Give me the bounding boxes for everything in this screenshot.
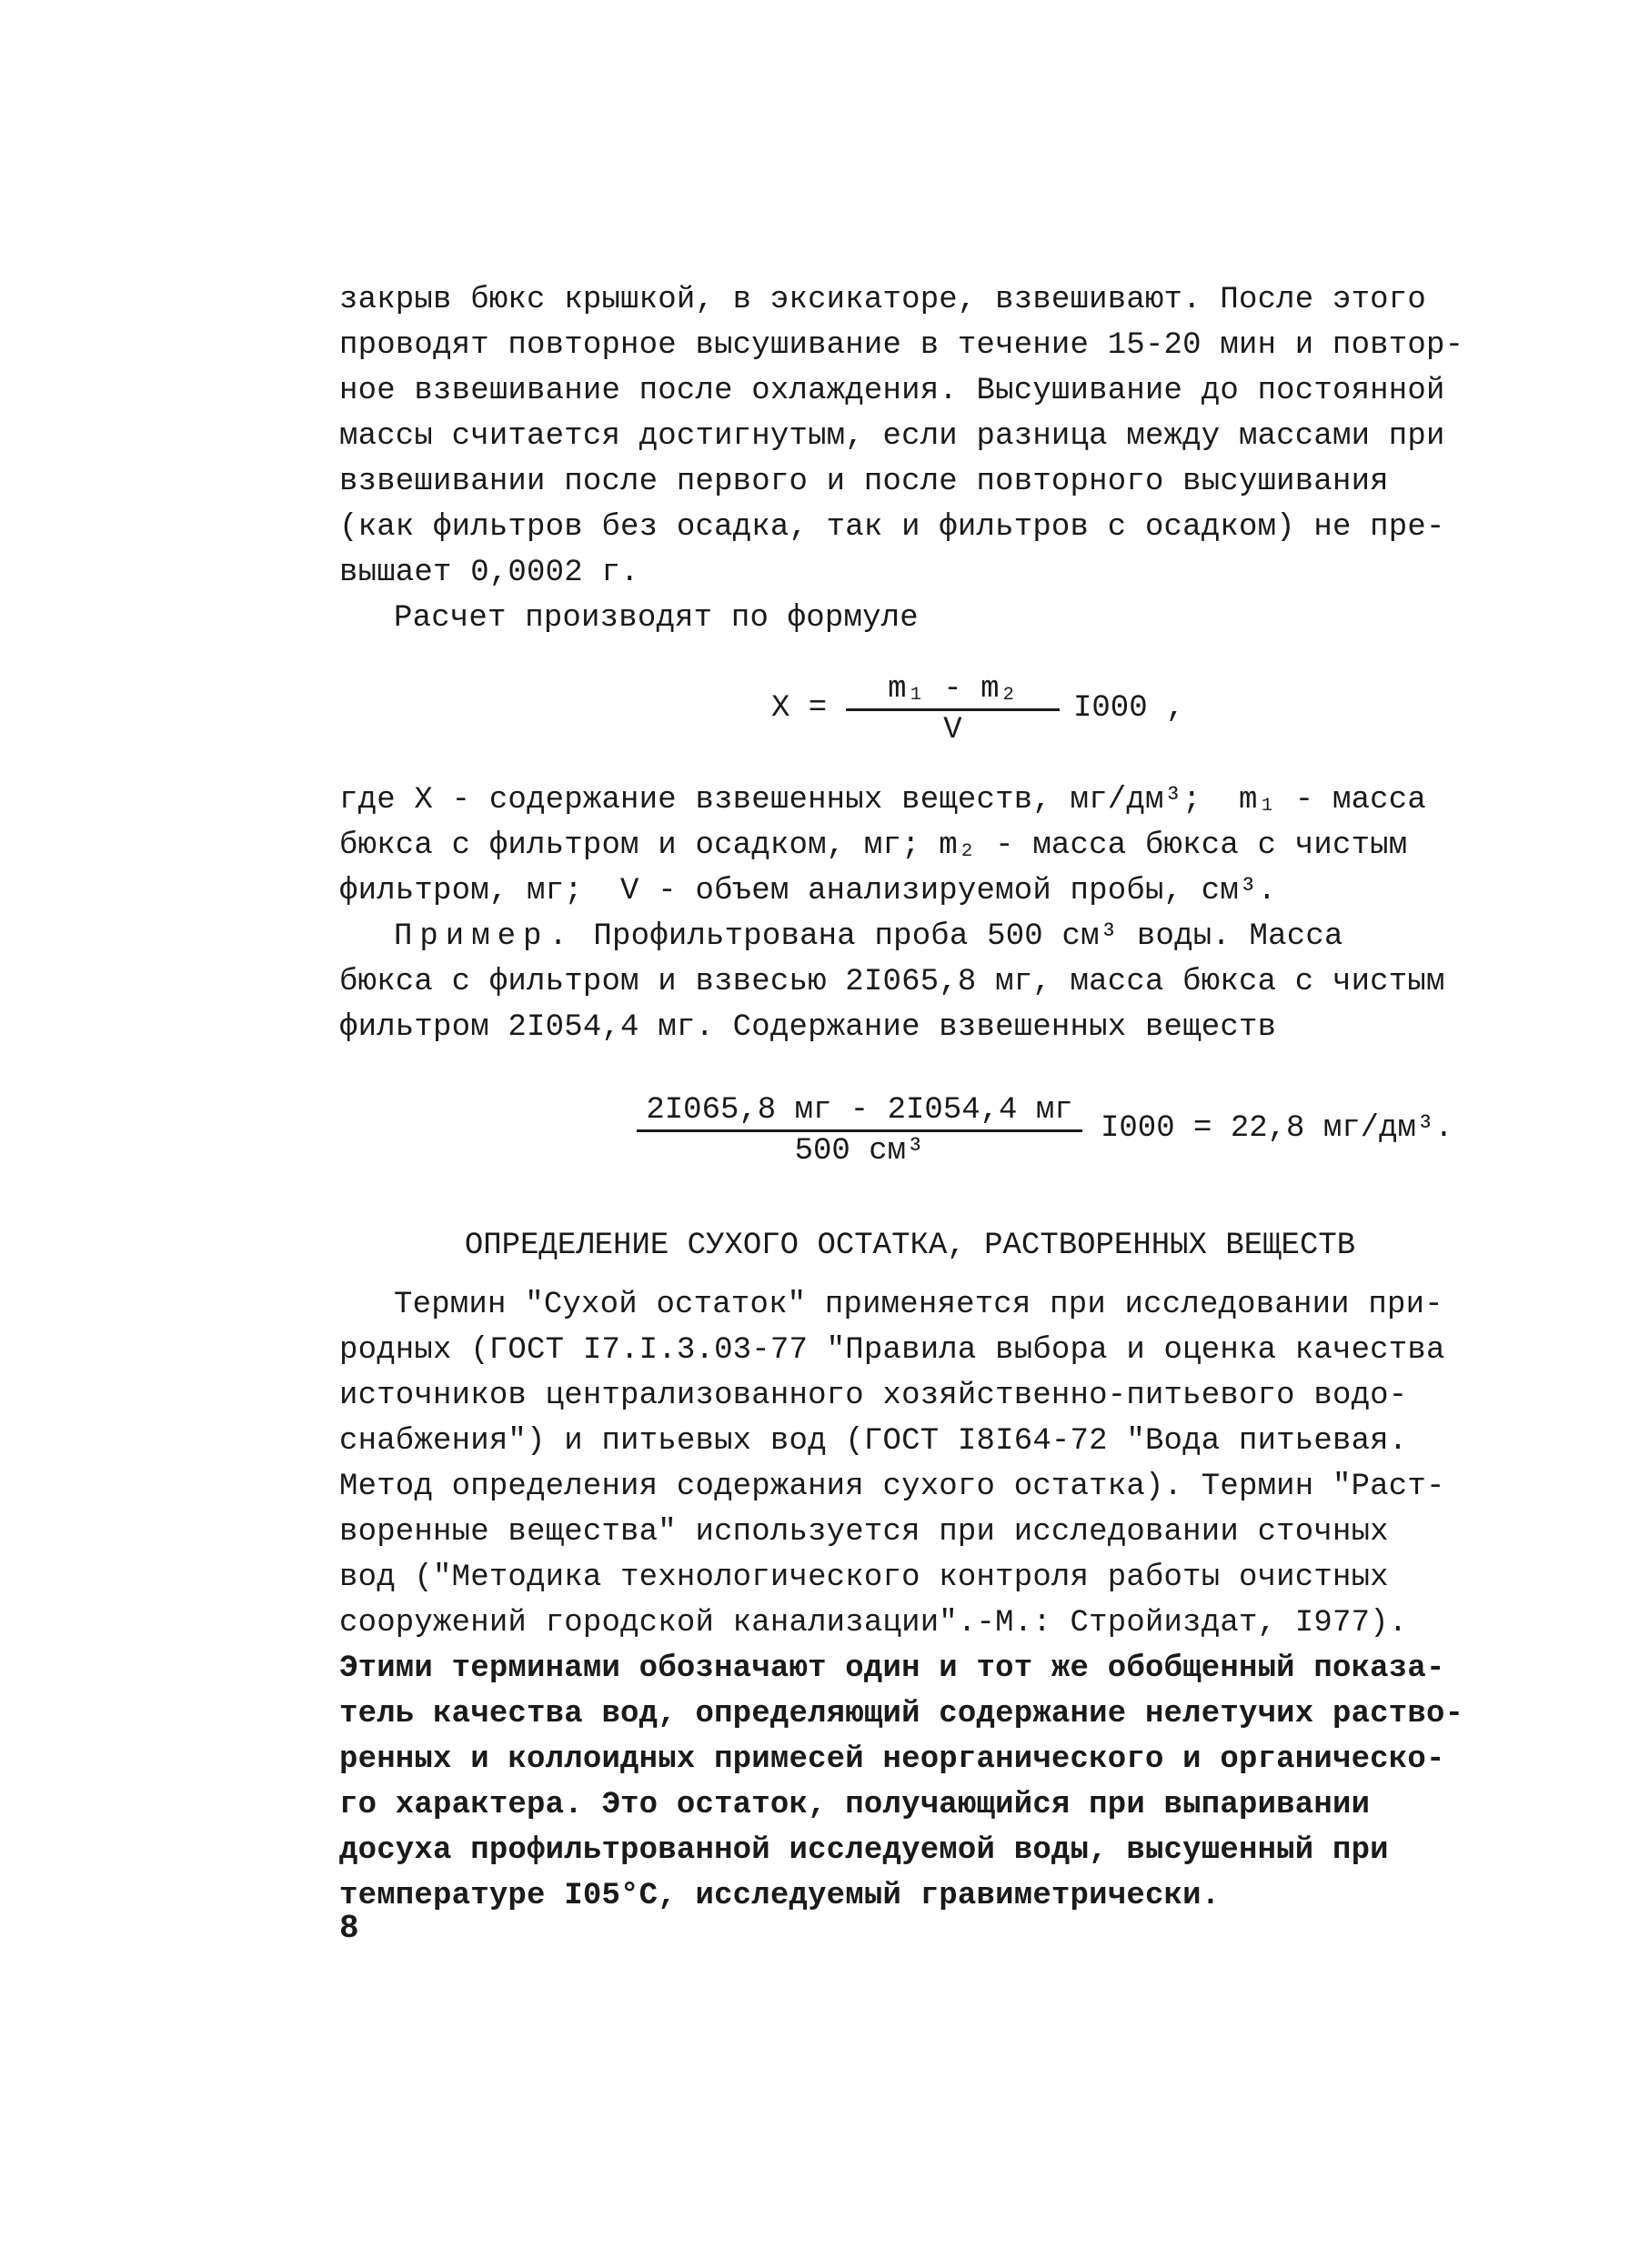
- example-label: Пример.: [394, 919, 575, 954]
- text-line: температуре I05°C, исследуемый гравиметрически.: [339, 1879, 1221, 1913]
- text-line: где X - содержание взвешенных веществ, мг/дм³; m₁ - масса: [339, 783, 1426, 818]
- formula-fraction: [846, 670, 1060, 749]
- text-line: фильтром, мг; V - объем анализируемой пробы, см³.: [339, 874, 1277, 908]
- text-line: тель качества вод, определяющий содержание нелетучих раство-: [339, 1697, 1464, 1731]
- text-line: ное взвешивание после охлаждения. Высушивание до постоянной: [339, 374, 1445, 408]
- text-line: го характера. Это остаток, получающийся при выпаривании: [339, 1788, 1371, 1822]
- text-line: вышает 0,0002 г.: [339, 556, 639, 590]
- text-line: сооружений городской канализации".-М.: Стройиздат, I977).: [339, 1606, 1408, 1641]
- text-line: (как фильтров без осадка, так и фильтров с осадком) не пре-: [339, 510, 1445, 545]
- paragraph-definition: [339, 1646, 1481, 1919]
- example-paragraph: [339, 914, 1481, 1050]
- text-line: воренные вещества" используется при исследовании сточных: [339, 1515, 1389, 1550]
- text-line: досуха профильтрованной исследуемой воды, высушенный при: [339, 1833, 1389, 1868]
- text-line: источников централизованного хозяйственно-питьевого водо-: [339, 1379, 1408, 1413]
- text-line: Метод определения содержания сухого остатка). Термин "Раст-: [339, 1470, 1445, 1504]
- text-line: Этими терминами обозначают один и тот же обобщенный показа-: [339, 1651, 1445, 1686]
- example-first-line: [339, 914, 1481, 959]
- formula-legend: [339, 778, 1481, 914]
- section-heading: ОПРЕДЕЛЕНИЕ СУХОГО ОСТАТКА, РАСТВОРЕННЫХ ВЕЩЕСТВ: [464, 1229, 1356, 1263]
- formula-numerator: m₁ - m₂: [888, 672, 1018, 707]
- paragraph-drying: [339, 277, 1481, 641]
- text-line: снабжения") и питьевых вод (ГОСТ I8I64-72 "Вода питьевая.: [339, 1424, 1408, 1459]
- example-result: I000 = 22,8 мг/дм³.: [1101, 1111, 1453, 1146]
- text-line: закрыв бюкс крышкой, в эксикаторе, взвешивают. После этого: [339, 283, 1426, 317]
- page-number: 8: [339, 1910, 359, 1947]
- text-line: Термин "Сухой остаток" применяется при исследовании при-: [394, 1288, 1443, 1322]
- example-numerator: 2I065,8 мг - 2I054,4 мг: [646, 1093, 1073, 1128]
- text-line: бюкса с фильтром и взвесью 2I065,8 мг, масса бюкса с чистым: [339, 965, 1445, 999]
- text-line: родных (ГОСТ I7.I.3.03-77 "Правила выбора и оценка качества: [339, 1333, 1445, 1368]
- formula-denominator: V: [943, 713, 962, 748]
- text-line: массы считается достигнутым, если разница между массами при: [339, 419, 1445, 454]
- text-line: вод ("Методика технологического контроля работы очистных: [339, 1561, 1389, 1595]
- calc-intro: Расчет производят по формуле: [394, 601, 919, 636]
- example-text: Профильтрована проба 500 см³ воды. Масса: [574, 919, 1343, 954]
- example-fraction: [637, 1091, 1082, 1170]
- text-line: бюкса с фильтром и осадком, мг; m₂ - масса бюкса с чистым: [339, 828, 1408, 863]
- formula-lhs: X =: [771, 691, 828, 726]
- formula-multiplier: I000 ,: [1073, 691, 1185, 726]
- text-line: взвешивании после первого и после повторного высушивания: [339, 465, 1389, 499]
- paragraph-terms: [339, 1282, 1481, 1646]
- text-line: фильтром 2I054,4 мг. Содержание взвешенных веществ: [339, 1010, 1277, 1045]
- text-line: проводят повторное высушивание в течение 15-20 мин и повтор-: [339, 328, 1464, 363]
- text-line: ренных и коллоидных примесей неорганического и органическо-: [339, 1742, 1445, 1777]
- example-denominator: 500 см³: [794, 1134, 925, 1169]
